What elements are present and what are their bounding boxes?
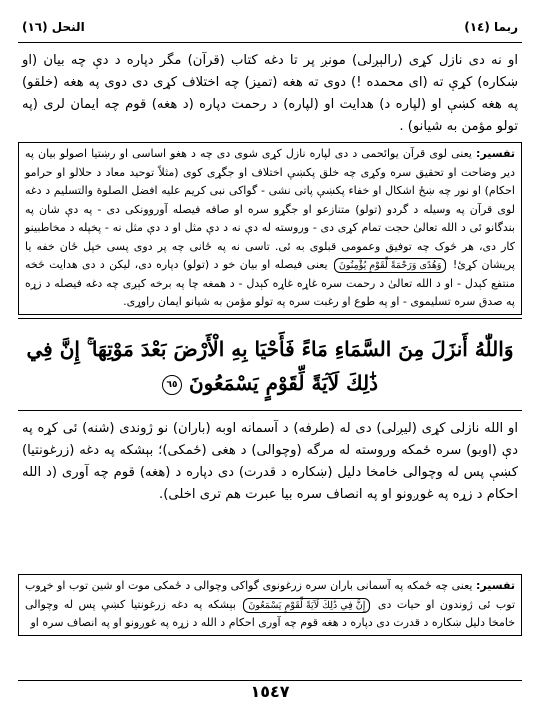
verse-top-rule (18, 318, 522, 319)
tafsir-body-1: يعنى لوى قرآن يوائحمى د دى لپاره نازل كړى شوى دى چه د هغو اساسى او رښتيا اصولو بيان په دير وضاحت او تحقيق سره وكړى چه خلق پكښې اختلاف او جگړى كوى (مثلاً توحيد معاد د حلالو او حرامو احكام) او نور چه ښځ اشكال او خفاء پكښې پاتى نشى - گواكى نبى كريم عليه افضل الصلوة والتسليم د دغه لوى قرآن په وسيله د گردو (تولو) متنازعو او جگړو سره او صافه فيصله آوروونكى دى - په دې شان په بندگانو ئى د الله تعالىٰ حجت تمام كړى دى - وروسته له دې نه د دې مثل او د دې مثل نه - پخپله د مخاطبينو كار دى، هر څوک چه توفيق وعمومى قبلوى به ئى. تاسى نه په ځانى چه پر دوى پسى خپل ځان خفه يا پريشان كړئ! (25, 147, 515, 271)
translation-block-2 (18, 418, 522, 506)
tafsir-body-2b: بېشكه په دغه زرغونتيا كښې پس له وچوالى خامخا دليل ښكاره د قدرت دى دپاره د هغه قوم چه آورى احكام د الله د زړه په غوږونو او په انصاف سره او (25, 597, 515, 629)
surah-label: النحل (١٦) (22, 20, 85, 34)
header-divider (18, 42, 522, 43)
juz-label: ربما (١٤) (464, 20, 518, 34)
tafsir-block-2 (18, 574, 522, 636)
translation-text-2: او الله نازلى كړى (ليږلى) دى له (طرفه) د آسمانه اوبه (باران) نو ژوندى (شنه) ئى كړه په دې (اوبو) سره ځمكه وروسته له مرگه (وچوالى) د هغى (ځمكى)؛ بېشكه په دغه (زرغونتيا) كښې پس له وچوالى خامخا دليل (ښكاره د قدرت) دى دپاره د (هغه) قوم چه آورى (د الله احكام د زړه په غوږونو او په انصاف سره بيا عبرت هم ترى اخلى). (22, 421, 518, 502)
ayah-number-marker: ٦٥ (162, 375, 182, 395)
footer-divider (18, 680, 522, 681)
tafsir-body-1b: يعنى فيصله او بيان خو د (تولو) دپاره دى، ليكن د دى هدايت څخه منتفع كېدل - او د الله تعالىٰ د رحمت سره غاړه غاړه كېدل - د همغه چا په برخه كېږى چه دغه فيصله د زړه په صدق سره تسليموى - او په طوع او رغبت سره په تولو مؤمن به شيانو ايمان راوړى. (25, 258, 515, 308)
page-number: ١٥٤٧ (250, 682, 290, 701)
page (18, 18, 522, 701)
translation-text-1: او نه دى نازل كړى (رالېږلى) مونږ پر تا دغه كتاب (قرآن) مگر دپاره د دې چه بيان (او ښكاره) كړې ته (اى محمده !) دوى ته هغه (تميز) چه اختلاف كړى دى دوى په هغه (خلقو) په هغه كښې او (لپاره د) هدايت او (لپاره) د رحمت دپاره (د هغه) قوم چه ايمان لرى (په تولو مؤمن به شيانو) . (22, 53, 518, 134)
verse-reference-2: إِنَّ فِي ذَٰلِكَ لَآيَةً لِّقَوْمٍ يَسْمَعُونَ (243, 598, 370, 613)
tafsir-heading-1: تفسير: (476, 147, 515, 160)
quran-verse (18, 332, 522, 400)
tafsir-body-2: يعنى چه ځمكه په آسمانى باران سره زرغونوى گواكى وچوالى د ځمكى موت او شين توب او خړوب توب ئى ژوندون او حيات دى (25, 579, 516, 611)
page-header (18, 18, 522, 40)
verse-bottom-rule (18, 410, 522, 411)
tafsir-block-1 (18, 142, 522, 315)
tafsir-box-1 (18, 142, 522, 315)
tafsir-heading-2: تفسير: (476, 579, 516, 592)
translation-block-1 (18, 50, 522, 138)
tafsir-box-2 (18, 574, 522, 636)
verse-reference-1: وَهُدًى وَرَحْمَةً لِّقَوْمٍ يُؤْمِنُونَ (334, 258, 447, 273)
verse-text: وَاللّٰهُ أَنزَلَ مِنَ السَّمَاءِ مَاءً فَأَحْيَا بِهِ الْأَرْضَ بَعْدَ مَوْتِهَا ۚ إِنَّ فِي ذَٰلِكَ لَآيَةً لِّقَوْمٍ يَسْمَعُونَ (26, 337, 514, 395)
